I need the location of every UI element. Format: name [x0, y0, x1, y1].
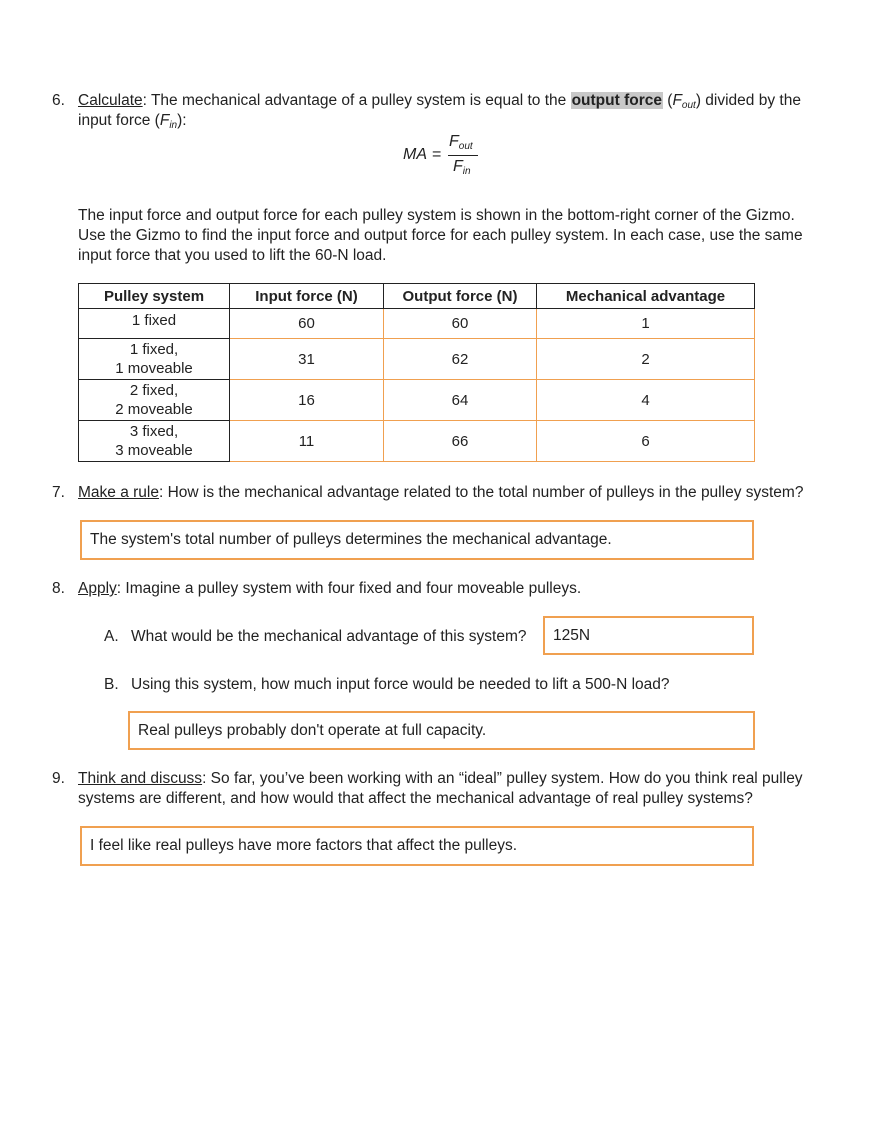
header-mechanical-advantage: Mechanical advantage	[537, 284, 755, 309]
q8-text: : Imagine a pulley system with four fixed and four moveable pulleys.	[116, 580, 582, 597]
q6-line2	[78, 111, 187, 136]
q6-line2-text: input force (	[78, 112, 160, 129]
q9-line2: systems are different, and how would that affect the mechanical advantage of real pulley systems?	[78, 790, 753, 807]
q8b-text: Using this system, how much input force would be needed to lift a 500-N load?	[131, 676, 670, 693]
formula-num-sub: out	[458, 141, 473, 152]
q6-line1-tail: ) divided by the	[695, 92, 801, 109]
cell-mechanical-advantage[interactable]: 4	[537, 380, 755, 421]
q8a-answer-field[interactable]: 125N	[543, 616, 754, 655]
q8a-text: What would be the mechanical advantage of this system?	[131, 628, 527, 645]
q9-label: Think and discuss	[78, 770, 203, 787]
q6-label: Calculate	[78, 92, 143, 109]
cell-mechanical-advantage[interactable]: 2	[537, 339, 755, 380]
q6-para-line2: Use the Gizmo to find the input force and output force for each pulley system. In each case, use the same	[78, 227, 803, 244]
table-row	[79, 339, 755, 380]
cell-output-force[interactable]: 62	[384, 339, 537, 380]
q6-fin-sub: in	[169, 120, 178, 131]
q7-text: : How is the mechanical advantage related to the total number of pulleys in the pulley system?	[158, 484, 804, 501]
header-pulley-system: Pulley system	[79, 284, 230, 309]
table-row	[79, 309, 755, 339]
cell-system	[79, 380, 230, 421]
system-line2: 1 moveable	[115, 360, 193, 377]
q6-fout-sub: out	[681, 100, 696, 111]
q7-answer-field[interactable]: The system's total number of pulleys determines the mechanical advantage.	[80, 520, 754, 560]
table-row	[79, 421, 755, 462]
q8a-letter: A.	[104, 628, 119, 645]
formula-equals: =	[432, 146, 442, 163]
cell-mechanical-advantage[interactable]: 6	[537, 421, 755, 462]
cell-output-force[interactable]: 66	[384, 421, 537, 462]
q6-line2-tail: ):	[177, 112, 187, 129]
formula-fraction-bar	[448, 155, 478, 156]
formula-den-F: F	[453, 158, 463, 175]
formula-numerator	[449, 133, 473, 152]
q6-number: 6.	[52, 92, 65, 109]
q9-answer-field[interactable]: I feel like real pulleys have more factors that affect the pulleys.	[80, 826, 754, 866]
q6-para-line3: input force that you used to lift the 60-N load.	[78, 247, 387, 264]
header-input-force: Input force (N)	[230, 284, 384, 309]
system-line2: 2 moveable	[115, 401, 193, 418]
q8b-letter: B.	[104, 676, 119, 693]
cell-mechanical-advantage[interactable]: 1	[537, 309, 755, 339]
system-line1: 1 fixed	[131, 312, 177, 329]
q8-label: Apply	[78, 580, 117, 597]
q8-line	[78, 579, 581, 599]
cell-input-force[interactable]: 16	[230, 380, 384, 421]
cell-system	[79, 421, 230, 462]
cell-system	[79, 309, 230, 339]
q7-label: Make a rule	[78, 484, 159, 501]
cell-input-force[interactable]: 31	[230, 339, 384, 380]
q6-fin-F: F	[159, 112, 170, 129]
system-line2: 3 moveable	[115, 442, 193, 459]
formula-num-F: F	[449, 133, 459, 150]
q6-para-line1: The input force and output force for each pulley system is shown in the bottom-right corner of the Gizmo.	[78, 207, 795, 224]
q6-line1-text: : The mechanical advantage of a pulley system is equal to the	[142, 92, 571, 109]
q6-fout-open: (	[662, 92, 673, 109]
q8-number: 8.	[52, 580, 65, 597]
system-line1: 2 fixed,	[129, 382, 179, 399]
system-line1: 1 fixed,	[129, 341, 179, 358]
cell-output-force[interactable]: 60	[384, 309, 537, 339]
cell-system	[79, 339, 230, 380]
q7-line	[78, 483, 803, 503]
cell-output-force[interactable]: 64	[384, 380, 537, 421]
ma-formula	[403, 133, 483, 183]
q9-number: 9.	[52, 770, 65, 787]
cell-input-force[interactable]: 11	[230, 421, 384, 462]
cell-input-force[interactable]: 60	[230, 309, 384, 339]
formula-ma: MA	[403, 146, 427, 163]
pulley-table	[78, 283, 755, 462]
q9-line1-text: : So far, you’ve been working with an “ideal” pulley system. How do you think real pulley	[202, 770, 803, 787]
formula-denominator	[453, 158, 471, 177]
q9-line1	[78, 769, 803, 789]
system-line1: 3 fixed,	[129, 423, 179, 440]
table-row	[79, 380, 755, 421]
q6-highlight: output force	[571, 92, 662, 109]
q6-fout-F: F	[672, 92, 682, 109]
formula-den-sub: in	[462, 166, 471, 177]
q8b-answer-field[interactable]: Real pulleys probably don't operate at full capacity.	[128, 711, 755, 750]
q7-number: 7.	[52, 484, 65, 501]
table-header-row	[79, 284, 755, 309]
header-output-force: Output force (N)	[384, 284, 537, 309]
